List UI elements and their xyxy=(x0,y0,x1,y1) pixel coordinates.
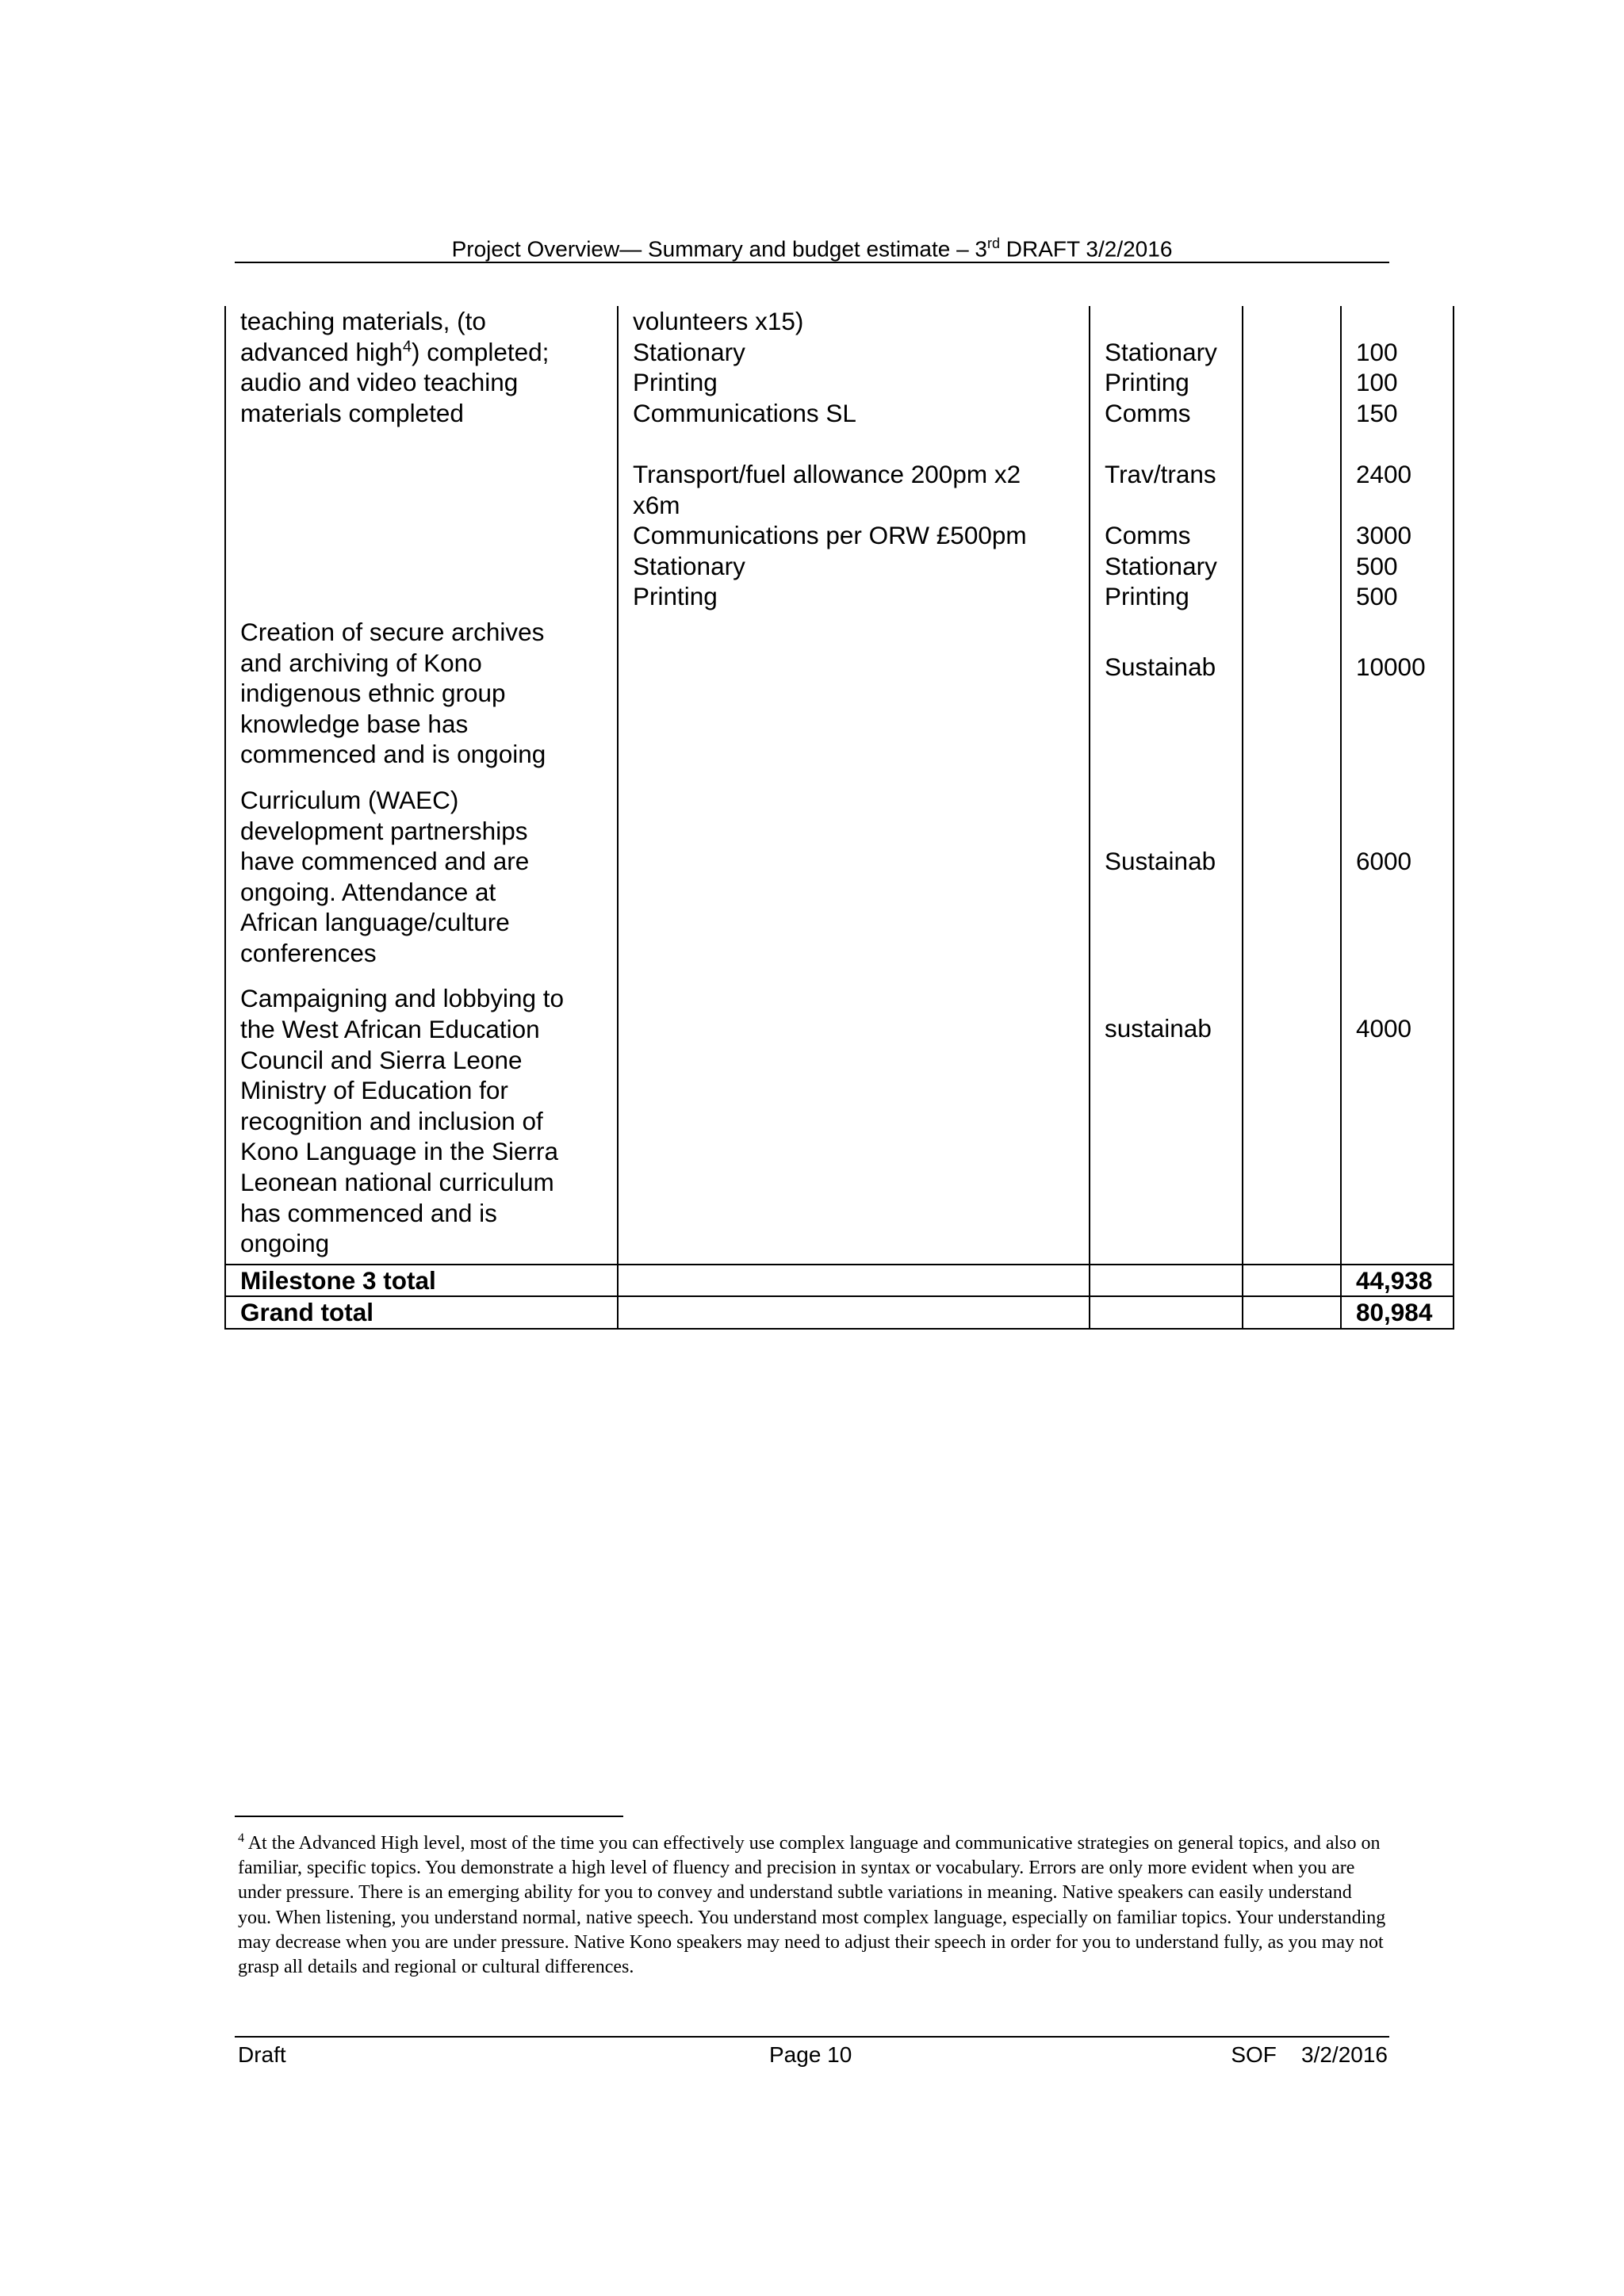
grand-total-row xyxy=(225,1296,1454,1329)
budget-code-cell xyxy=(1090,612,1243,785)
deliverable-cell xyxy=(225,785,618,984)
table-row xyxy=(225,612,1454,785)
header-title-pre: Project Overview— Summary and budget estimate – 3 xyxy=(451,236,987,262)
footer-left: Draft xyxy=(238,2042,286,2067)
amount: 500 xyxy=(1356,551,1398,580)
deliverable-block xyxy=(240,983,606,1263)
budget-code: Stationary xyxy=(1105,551,1217,580)
budget-code: Printing xyxy=(1105,368,1189,397)
page-header xyxy=(235,230,1389,262)
empty-cell xyxy=(1243,1296,1341,1329)
amount: 500 xyxy=(1356,582,1398,611)
budget-code: Printing xyxy=(1105,582,1189,611)
spacer xyxy=(1105,785,1231,846)
activity-line: Printing xyxy=(633,368,718,397)
empty-cell xyxy=(1243,785,1341,984)
empty-cell xyxy=(1243,1265,1341,1297)
page-number: Page 10 xyxy=(769,2042,852,2067)
header-title-post: DRAFT 3/2/2016 xyxy=(1000,236,1173,262)
activity-line: volunteers x15) xyxy=(633,307,804,335)
spacer xyxy=(633,428,1078,459)
deliverable-cell xyxy=(225,612,618,785)
budget-code-cell xyxy=(1090,983,1243,1264)
deliverable-line: Kono Language in the Sierra xyxy=(240,1137,559,1166)
deliverable-line: knowledge base has xyxy=(240,709,469,738)
header-rule xyxy=(235,262,1389,263)
deliverable-line: Leonean national curriculum xyxy=(240,1168,554,1197)
amount-cell xyxy=(1341,612,1454,785)
activity-line: Stationary xyxy=(633,551,745,580)
spacer xyxy=(1356,785,1442,846)
deliverable-cell xyxy=(225,306,618,612)
activity-line: Communications per ORW £500pm xyxy=(633,521,1027,550)
deliverable-line: African language/culture xyxy=(240,908,510,937)
budget-table xyxy=(224,306,1454,1330)
budget-code: sustainab xyxy=(1105,1014,1212,1043)
spacer xyxy=(1105,428,1231,459)
budget-code: Stationary xyxy=(1105,337,1217,366)
empty-cell xyxy=(618,1265,1090,1297)
amount: 2400 xyxy=(1356,459,1412,488)
milestone-total-label: Milestone 3 total xyxy=(225,1265,618,1297)
activity-line: Printing xyxy=(633,582,718,611)
footer-rule xyxy=(235,2036,1389,2038)
deliverable-line: teaching materials, (to xyxy=(240,307,486,335)
spacer xyxy=(1105,490,1231,521)
deliverable-line: Campaigning and lobbying to xyxy=(240,984,565,1013)
empty-cell xyxy=(1243,983,1341,1264)
deliverable-line: ongoing. Attendance at xyxy=(240,877,496,906)
spacer xyxy=(1356,612,1442,652)
spacer xyxy=(1356,983,1442,1013)
amount-cell xyxy=(1341,983,1454,1264)
footnote-separator xyxy=(235,1816,623,1817)
empty-cell xyxy=(1243,612,1341,785)
deliverable-line: have commenced and are xyxy=(240,847,530,876)
deliverable-line: and archiving of Kono xyxy=(240,648,482,677)
deliverable-block xyxy=(240,785,606,984)
budget-code: Comms xyxy=(1105,398,1191,427)
activity-line: Transport/fuel allowance 200pm x2 xyxy=(633,459,1021,488)
footnote-text: At the Advanced High level, most of the time you can effectively use complex language and communicative strategies on general topics, and also on familiar, specific topics. You demonstrate a high level of fluency and precision in syntax or vocabulary. Errors are only more evident when you are under pressure. There is an emerging ability for you to convey and understand subtle variations in meaning. Native speakers can easily understand you. When listening, you understand normal, native speech. You understand most complex language, especially on familiar topics. Your understanding may decrease when you are under pressure. Native Kono speakers may need to adjust their speech in order for you to understand fully, as you may not grasp all details and regional or cultural differences. xyxy=(238,1833,1386,1978)
table-row xyxy=(225,306,1454,612)
deliverable-line: commenced and is ongoing xyxy=(240,740,546,769)
footnote-marker: 4 xyxy=(238,1831,244,1845)
deliverable-line: conferences xyxy=(240,938,377,967)
amount: 4000 xyxy=(1356,1014,1412,1043)
empty-cell xyxy=(1090,1265,1243,1297)
deliverable-line: Creation of secure archives xyxy=(240,617,545,646)
deliverable-line: recognition and inclusion of xyxy=(240,1106,543,1135)
activity-line: Stationary xyxy=(633,337,745,366)
budget-code: Comms xyxy=(1105,521,1191,550)
spacer xyxy=(1105,983,1231,1013)
activity-line: Communications SL xyxy=(633,398,856,427)
amount-cell xyxy=(1341,785,1454,984)
table-row xyxy=(225,785,1454,984)
budget-code-cell xyxy=(1090,785,1243,984)
deliverable-line: development partnerships xyxy=(240,816,528,845)
grand-total-label: Grand total xyxy=(225,1296,618,1329)
deliverable-line: ongoing xyxy=(240,1229,330,1258)
amount-cell xyxy=(1341,306,1454,612)
activity-cell xyxy=(618,612,1090,785)
activity-cell xyxy=(618,983,1090,1264)
budget-code: Trav/trans xyxy=(1105,459,1216,488)
budget-code-cell xyxy=(1090,306,1243,612)
deliverable-line: indigenous ethnic group xyxy=(240,679,506,708)
footer-right: SOF 3/2/2016 xyxy=(1231,2042,1388,2067)
deliverable-line: the West African Education xyxy=(240,1015,540,1044)
empty-cell xyxy=(1243,306,1341,612)
spacer xyxy=(1105,306,1231,337)
deliverable-line: audio and video teaching xyxy=(240,368,519,397)
amount: 100 xyxy=(1356,368,1398,397)
empty-cell xyxy=(1090,1296,1243,1329)
amount: 150 xyxy=(1356,398,1398,427)
amount: 3000 xyxy=(1356,521,1412,550)
activity-line: x6m xyxy=(633,490,680,519)
deliverable-line: Council and Sierra Leone xyxy=(240,1045,523,1074)
deliverable-line: advanced high$^4$) completed; xyxy=(240,337,550,366)
deliverable-line: has commenced and is xyxy=(240,1198,497,1227)
spacer xyxy=(1105,612,1231,652)
grand-total-value: 80,984 xyxy=(1341,1296,1454,1329)
spacer xyxy=(1356,490,1442,521)
milestone-total-row xyxy=(225,1265,1454,1297)
deliverable-block xyxy=(240,612,606,785)
spacer xyxy=(1356,428,1442,459)
table-row xyxy=(225,983,1454,1264)
activity-cell xyxy=(618,306,1090,612)
activity-cell xyxy=(618,785,1090,984)
spacer xyxy=(1356,306,1442,337)
amount: 10000 xyxy=(1356,652,1426,681)
footnote xyxy=(238,1831,1388,1980)
deliverable-cell xyxy=(225,983,618,1264)
amount: 100 xyxy=(1356,337,1398,366)
footnote-ref: 4 xyxy=(402,338,412,356)
budget-code: Sustainab xyxy=(1105,652,1216,681)
milestone-total-value: 44,938 xyxy=(1341,1265,1454,1297)
deliverable-line: Curriculum (WAEC) xyxy=(240,785,459,814)
header-title-sup: rd xyxy=(987,235,1001,251)
deliverable-line: materials completed xyxy=(240,398,464,427)
deliverable-line: Ministry of Education for xyxy=(240,1076,508,1105)
budget-code: Sustainab xyxy=(1105,846,1216,875)
amount: 6000 xyxy=(1356,846,1412,875)
empty-cell xyxy=(618,1296,1090,1329)
